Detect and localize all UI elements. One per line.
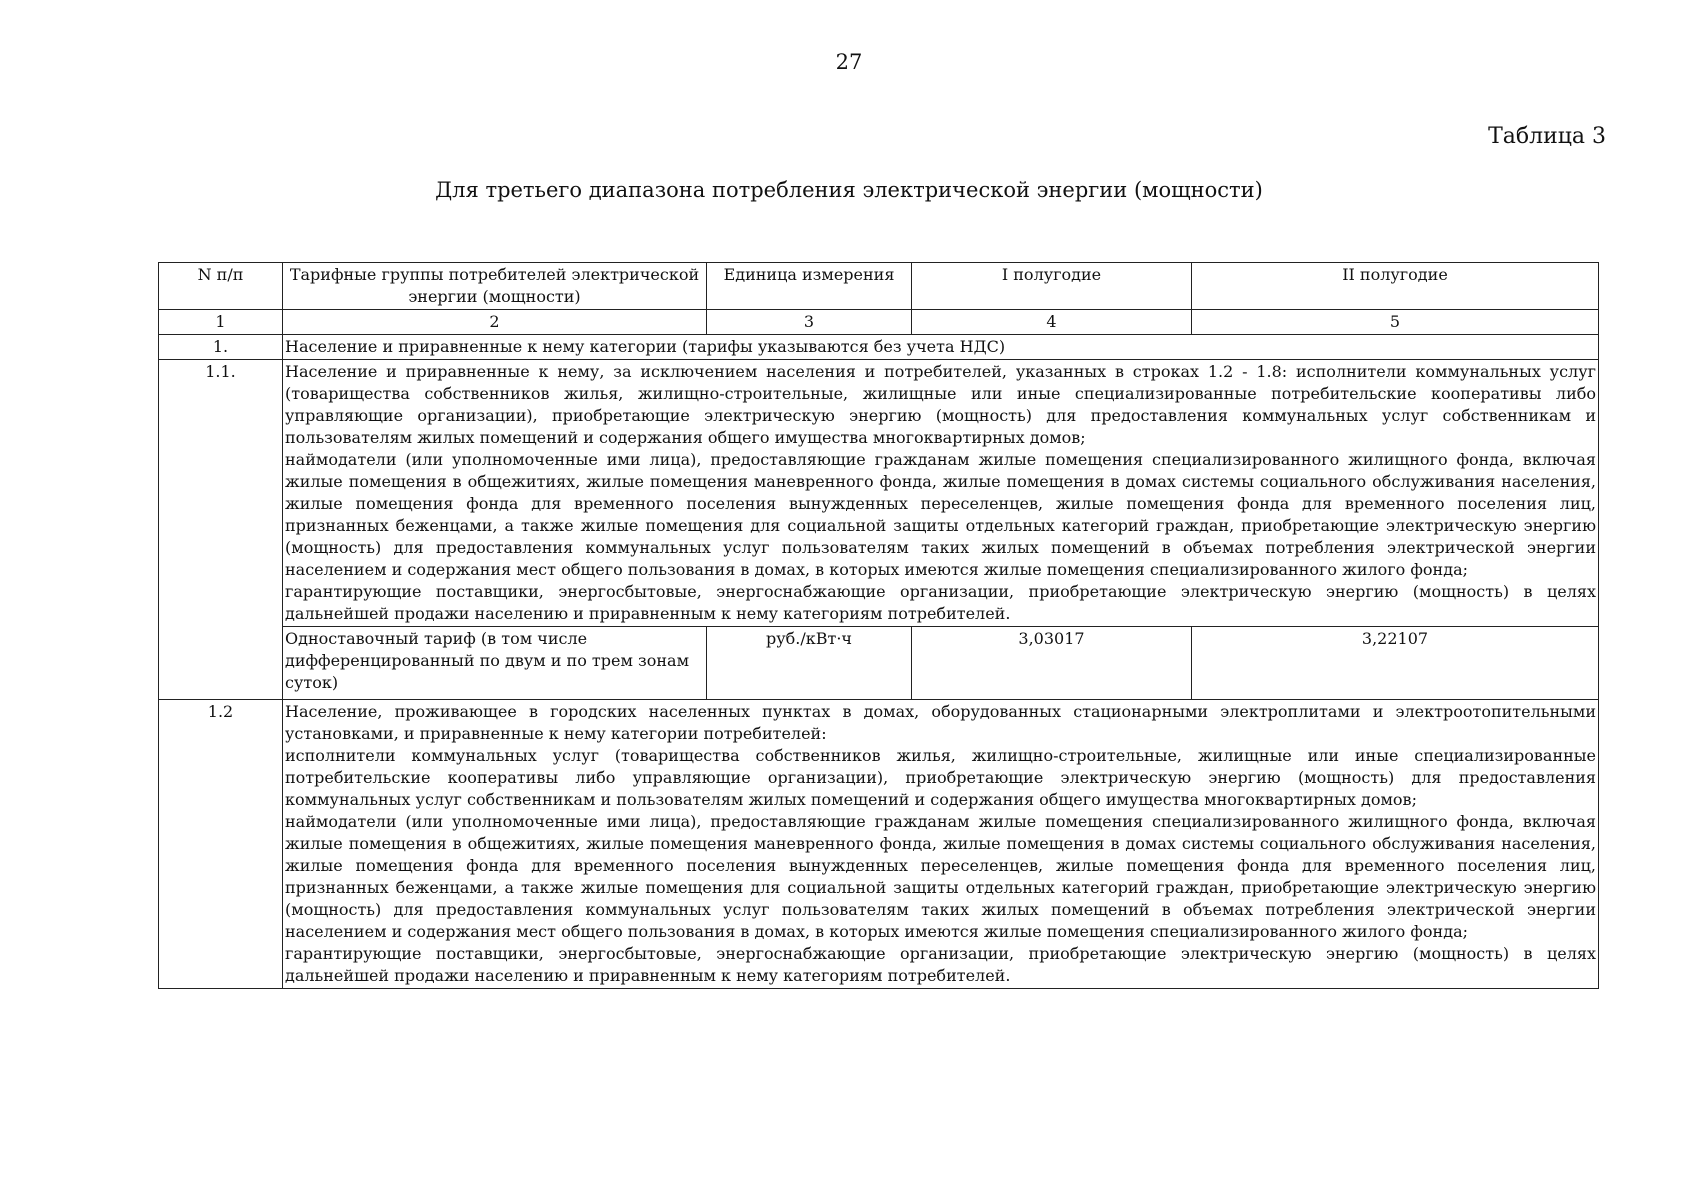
description-paragraph: наймодатели (или уполномоченные ими лица), предоставляющие гражданам жилые помещения специализированного жилищного фонда, включая жилые помещения в общежитиях, жилые помещения маневренного фонда, жилые помещения в домах системы социального обслуживания населения, жилые помещения фонда для временного поселения вынужденных переселенцев, жилые помещения фонда для временного поселения лиц, признанных беженцами, а также жилые помещения для социальной защиты отдельных категорий граждан, приобретающие электрическую энергию (мощность) для предоставления коммунальных услуг пользователям таких жилых помещений в объемах потребления электрической энергии населением и содержания мест общего пользования в домах, в которых имеются жилые помещения специализированного жилого фонда; bbox=[285, 450, 1596, 579]
header-tariff-group: Тарифные группы потребителей электрической энергии (мощности) bbox=[283, 263, 707, 310]
table-caption: Таблица 3 bbox=[1488, 124, 1606, 149]
tariff-unit: руб./кВт·ч bbox=[707, 627, 912, 700]
page-number: 27 bbox=[835, 50, 863, 74]
description-paragraph: Население и приравненные к нему, за исключением населения и потребителей, указанных в строках 1.2 - 1.8: исполнители коммунальных услуг (товарищества собственников жилья, жилищно-строительные, жилищные или иные специализированные потребительские кооперативы либо управляющие организации), приобретающие электрическую энергию (мощность) для предоставления коммунальных услуг собственникам и пользователям жилых помещений и содержания общего имущества многоквартирных домов; bbox=[285, 362, 1596, 447]
header-unit: Единица измерения bbox=[707, 263, 912, 310]
table-row bbox=[159, 700, 1599, 989]
section-title: Население и приравненные к нему категории (тарифы указываются без учета НДС) bbox=[283, 335, 1599, 360]
row-number: 1. bbox=[159, 335, 283, 360]
column-number: 3 bbox=[707, 310, 912, 335]
column-number: 5 bbox=[1192, 310, 1599, 335]
column-number: 2 bbox=[283, 310, 707, 335]
tariff-name: Одноставочный тариф (в том числе дифференцированный по двум и по трем зонам суток) bbox=[283, 627, 707, 700]
description-paragraph: исполнители коммунальных услуг (товарищества собственников жилья, жилищно-строительные, жилищные или иные специализированные потребительские кооперативы либо управляющие организации), приобретающие электрическую энергию (мощность) для предоставления коммунальных услуг собственникам и пользователям жилых помещений и содержания общего имущества многоквартирных домов; bbox=[285, 746, 1596, 809]
description-paragraph: гарантирующие поставщики, энергосбытовые, энергоснабжающие организации, приобретающие электрическую энергию (мощность) в целях дальнейшей продажи населению и приравненным к нему категориям потребителей. bbox=[285, 582, 1596, 623]
tariff-value-half-1: 3,03017 bbox=[912, 627, 1192, 700]
description-paragraph: наймодатели (или уполномоченные ими лица), предоставляющие гражданам жилые помещения специализированного жилищного фонда, включая жилые помещения в общежитиях, жилые помещения маневренного фонда, жилые помещения в домах системы социального обслуживания населения, жилые помещения фонда для временного поселения вынужденных переселенцев, жилые помещения фонда для временного поселения лиц, признанных беженцами, а также жилые помещения для социальной защиты отдельных категорий граждан, приобретающие электрическую энергию (мощность) для предоставления коммунальных услуг пользователям таких жилых помещений в объемах потребления электрической энергии населением и содержания мест общего пользования в домах, в которых имеются жилые помещения специализированного жилого фонда; bbox=[285, 812, 1596, 941]
column-numbers-row bbox=[159, 310, 1599, 335]
header-half-1: I полугодие bbox=[912, 263, 1192, 310]
tariff-row bbox=[159, 627, 1599, 700]
tariff-table bbox=[158, 262, 1599, 989]
column-number: 4 bbox=[912, 310, 1192, 335]
row-description bbox=[283, 700, 1599, 989]
section-row bbox=[159, 335, 1599, 360]
header-num: N п/п bbox=[159, 263, 283, 310]
document-title: Для третьего диапазона потребления электрической энергии (мощности) bbox=[435, 178, 1263, 202]
header-half-2: II полугодие bbox=[1192, 263, 1599, 310]
column-number: 1 bbox=[159, 310, 283, 335]
description-paragraph: Население, проживающее в городских населенных пунктах в домах, оборудованных стационарными электроплитами и электроотопительными установками, и приравненные к нему категории потребителей: bbox=[285, 702, 1596, 743]
table-row bbox=[159, 360, 1599, 627]
tariff-value-half-2: 3,22107 bbox=[1192, 627, 1599, 700]
row-number: 1.1. bbox=[159, 360, 283, 700]
row-description bbox=[283, 360, 1599, 627]
row-number: 1.2 bbox=[159, 700, 283, 989]
header-row bbox=[159, 263, 1599, 310]
description-paragraph: гарантирующие поставщики, энергосбытовые, энергоснабжающие организации, приобретающие электрическую энергию (мощность) в целях дальнейшей продажи населению и приравненным к нему категориям потребителей. bbox=[285, 944, 1596, 985]
